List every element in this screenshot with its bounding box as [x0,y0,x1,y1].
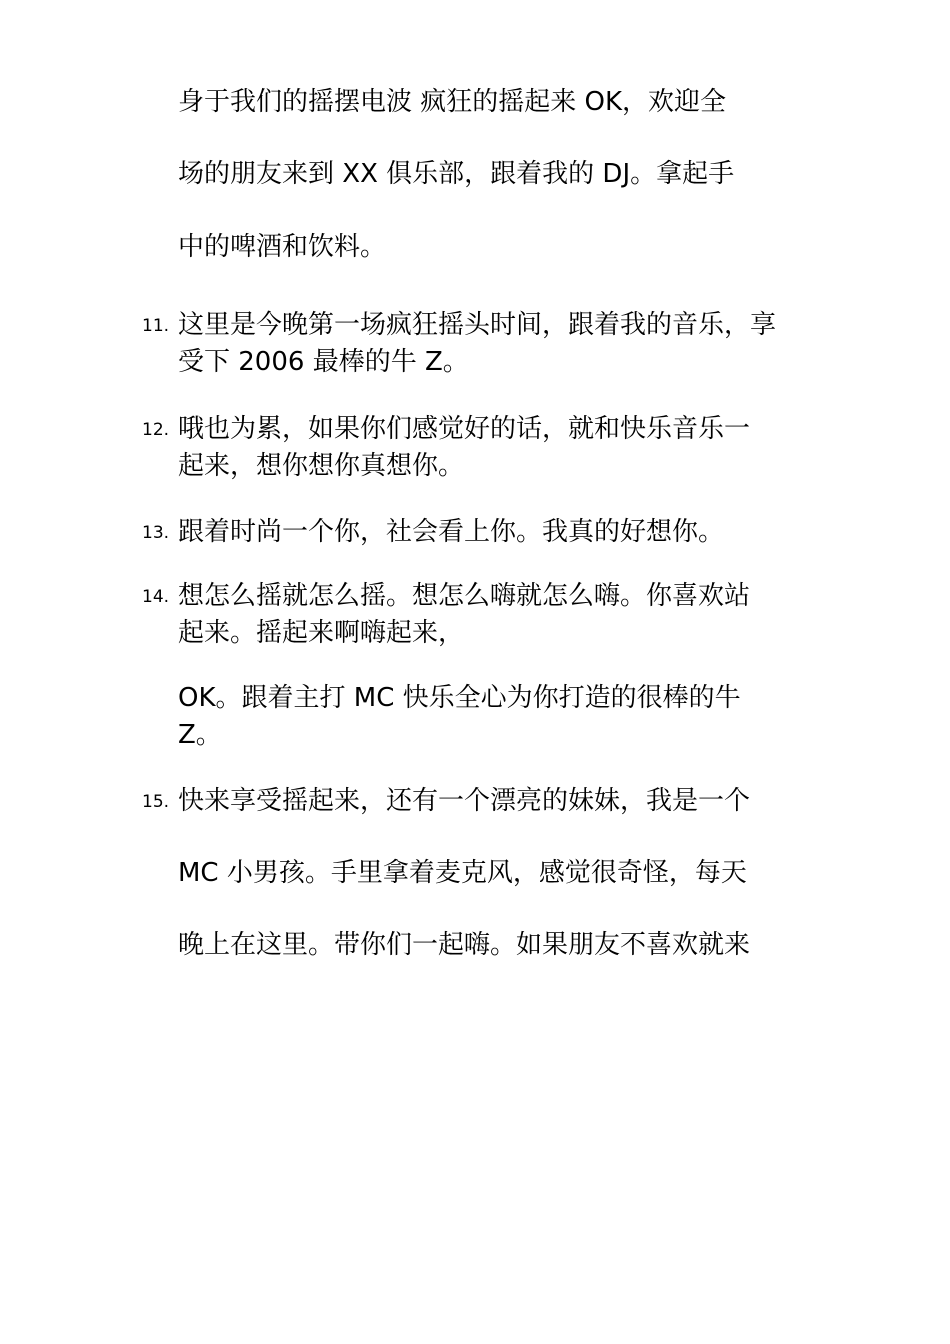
paragraph-line: Z。 [178,720,222,750]
paragraph-line: OK。跟着主打 MC 快乐全心为你打造的很棒的牛 [178,683,741,713]
paragraph-line: 晚上在这里。带你们一起嗨。如果朋友不喜欢就来 [178,930,751,960]
paragraph-line: 起来。摇起来啊嗨起来， [178,618,465,648]
paragraph-line: 跟着时尚一个你，社会看上你。我真的好想你。 [178,517,725,547]
list-number: 12. [142,420,170,440]
paragraph-line: 中的啤酒和饮料。 [178,232,387,262]
paragraph-line: 起来，想你想你真想你。 [178,451,465,481]
list-number: 15. [142,792,170,812]
paragraph-line: 快来享受摇起来，还有一个漂亮的妹妹，我是一个 [178,786,751,816]
list-number: 14. [142,587,170,607]
paragraph-line: 场的朋友来到 XX 俱乐部，跟着我的 DJ。拿起手 [178,159,735,189]
paragraph-line: 哦也为累，如果你们感觉好的话，就和快乐音乐一 [178,414,751,444]
paragraph-line: MC 小男孩。手里拿着麦克风，感觉很奇怪，每天 [178,858,747,888]
paragraph-line: 想怎么摇就怎么摇。想怎么嗨就怎么嗨。你喜欢站 [178,581,751,611]
paragraph-line: 这里是今晚第一场疯狂摇头时间，跟着我的音乐，享 [178,310,777,340]
list-number: 13. [142,523,170,543]
paragraph-line: 受下 2006 最棒的牛 Z。 [178,347,469,377]
list-number: 11. [142,316,170,336]
paragraph-line: 身于我们的摇摆电波 疯狂的摇起来 OK，欢迎全 [178,87,727,117]
